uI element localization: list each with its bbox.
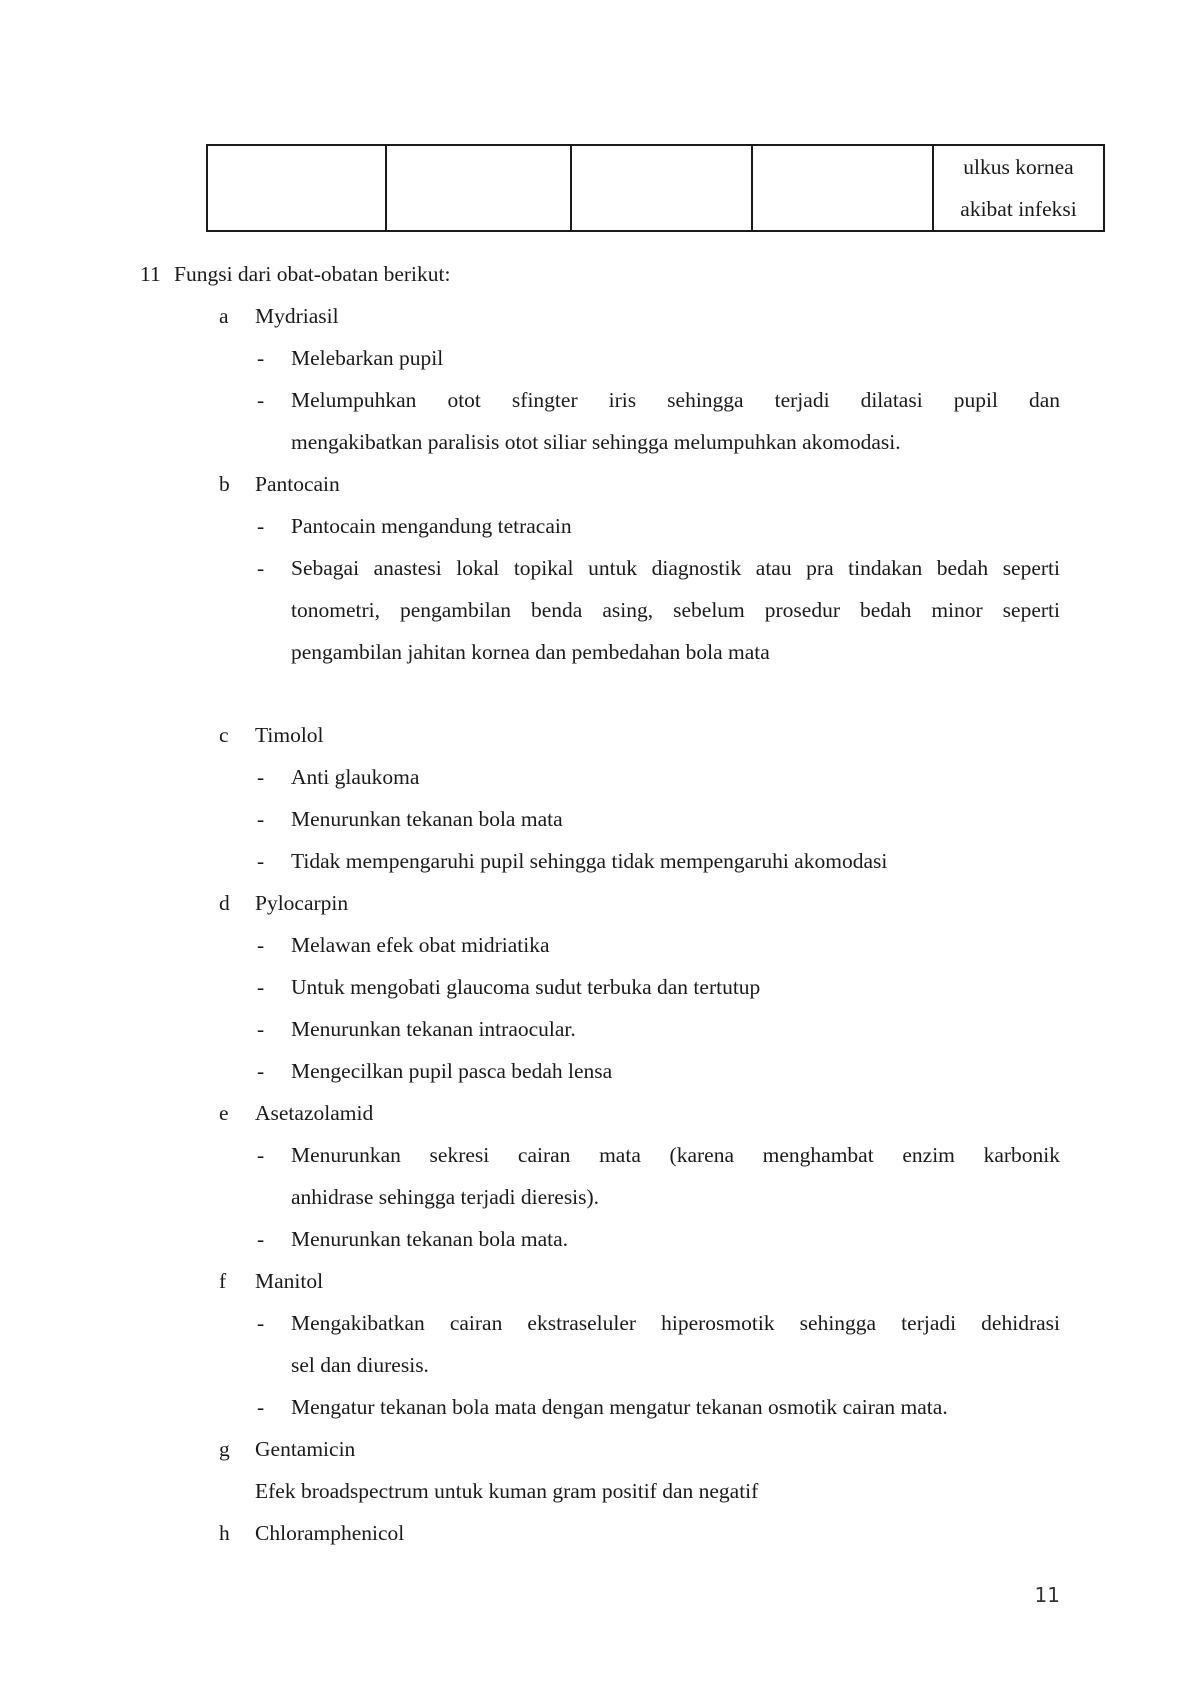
item-letter: a — [219, 304, 229, 328]
bullet-dash: - — [257, 765, 265, 789]
item-title: Mydriasil — [255, 304, 339, 328]
table-cell-last — [933, 145, 1104, 231]
table-cell-line: akibat infeksi — [960, 197, 1077, 221]
item-letter: c — [219, 723, 229, 747]
table-cell — [207, 145, 386, 231]
bullet-text-continued: anhidrase sehingga terjadi dieresis). — [291, 1185, 600, 1209]
bullet-text: Anti glaukoma — [291, 765, 420, 789]
bullet-text: Menurunkan sekresi cairan mata (karena menghambat enzim karbonik — [291, 1143, 1060, 1167]
item-title: Asetazolamid — [255, 1101, 374, 1125]
bullet-text-continued: tonometri, pengambilan benda asing, sebelum prosedur bedah minor seperti — [291, 598, 1060, 622]
item-title: Pylocarpin — [255, 891, 349, 915]
bullet-text-continued: mengakibatkan paralisis otot siliar sehingga melumpuhkan akomodasi. — [291, 430, 901, 454]
bullet-dash: - — [257, 933, 265, 957]
item-letter: f — [219, 1269, 227, 1293]
bullet-dash: - — [257, 1143, 265, 1167]
bullet-dash: - — [257, 1311, 265, 1335]
bullet-dash: - — [257, 346, 265, 370]
table-cell — [386, 145, 571, 231]
bullet-text: Sebagai anastesi lokal topikal untuk diagnostik atau pra tindakan bedah seperti — [291, 556, 1060, 580]
bullet-text-continued: sel dan diuresis. — [291, 1353, 429, 1377]
bullet-dash: - — [257, 1395, 265, 1419]
item-title: Chloramphenicol — [255, 1521, 405, 1545]
bullet-text: Menurunkan tekanan intraocular. — [291, 1017, 576, 1041]
bullet-dash: - — [257, 1017, 265, 1041]
bullet-dash: - — [257, 1227, 265, 1251]
item-title: Timolol — [255, 723, 324, 747]
bullet-text-continued: pengambilan jahitan kornea dan pembedahan bola mata — [291, 640, 770, 664]
bullet-text: Menurunkan tekanan bola mata. — [291, 1227, 569, 1251]
bullet-dash: - — [257, 807, 265, 831]
bullet-text: Tidak mempengaruhi pupil sehingga tidak mempengaruhi akomodasi — [291, 849, 888, 873]
item-description: Efek broadspectrum untuk kuman gram positif dan negatif — [255, 1479, 759, 1503]
bullet-text: Untuk mengobati glaucoma sudut terbuka dan tertutup — [291, 975, 761, 999]
bullet-dash: - — [257, 514, 265, 538]
table-cell — [571, 145, 752, 231]
item-letter: e — [219, 1101, 229, 1125]
bullet-text: Melawan efek obat midriatika — [291, 933, 550, 957]
bullet-text: Melumpuhkan otot sfingter iris sehingga terjadi dilatasi pupil dan — [291, 388, 1060, 412]
item-title: Gentamicin — [255, 1437, 356, 1461]
table-cell-line: ulkus kornea — [963, 155, 1074, 179]
section-number: 11 — [140, 262, 161, 286]
bullet-text: Mengatur tekanan bola mata dengan mengatur tekanan osmotik cairan mata. — [291, 1395, 948, 1419]
section-title: Fungsi dari obat-obatan berikut: — [174, 262, 451, 286]
bullet-text: Mengakibatkan cairan ekstraseluler hiperosmotik sehingga terjadi dehidrasi — [291, 1311, 1060, 1335]
bullet-dash: - — [257, 1059, 265, 1083]
bullet-dash: - — [257, 975, 265, 999]
item-letter: h — [219, 1521, 230, 1545]
table-row — [207, 145, 1104, 231]
item-letter: b — [219, 472, 230, 496]
item-title: Manitol — [255, 1269, 324, 1293]
page-number: 11 — [1034, 1583, 1060, 1607]
bullet-dash: - — [257, 388, 265, 412]
item-letter: d — [219, 891, 230, 915]
item-letter: g — [219, 1437, 230, 1461]
bullet-text: Pantocain mengandung tetracain — [291, 514, 572, 538]
bullet-dash: - — [257, 556, 265, 580]
continued-table-fragment — [206, 144, 1105, 232]
item-title: Pantocain — [255, 472, 340, 496]
bullet-text: Melebarkan pupil — [291, 346, 444, 370]
bullet-text: Mengecilkan pupil pasca bedah lensa — [291, 1059, 613, 1083]
table-cell — [752, 145, 933, 231]
bullet-text: Menurunkan tekanan bola mata — [291, 807, 563, 831]
bullet-dash: - — [257, 849, 265, 873]
